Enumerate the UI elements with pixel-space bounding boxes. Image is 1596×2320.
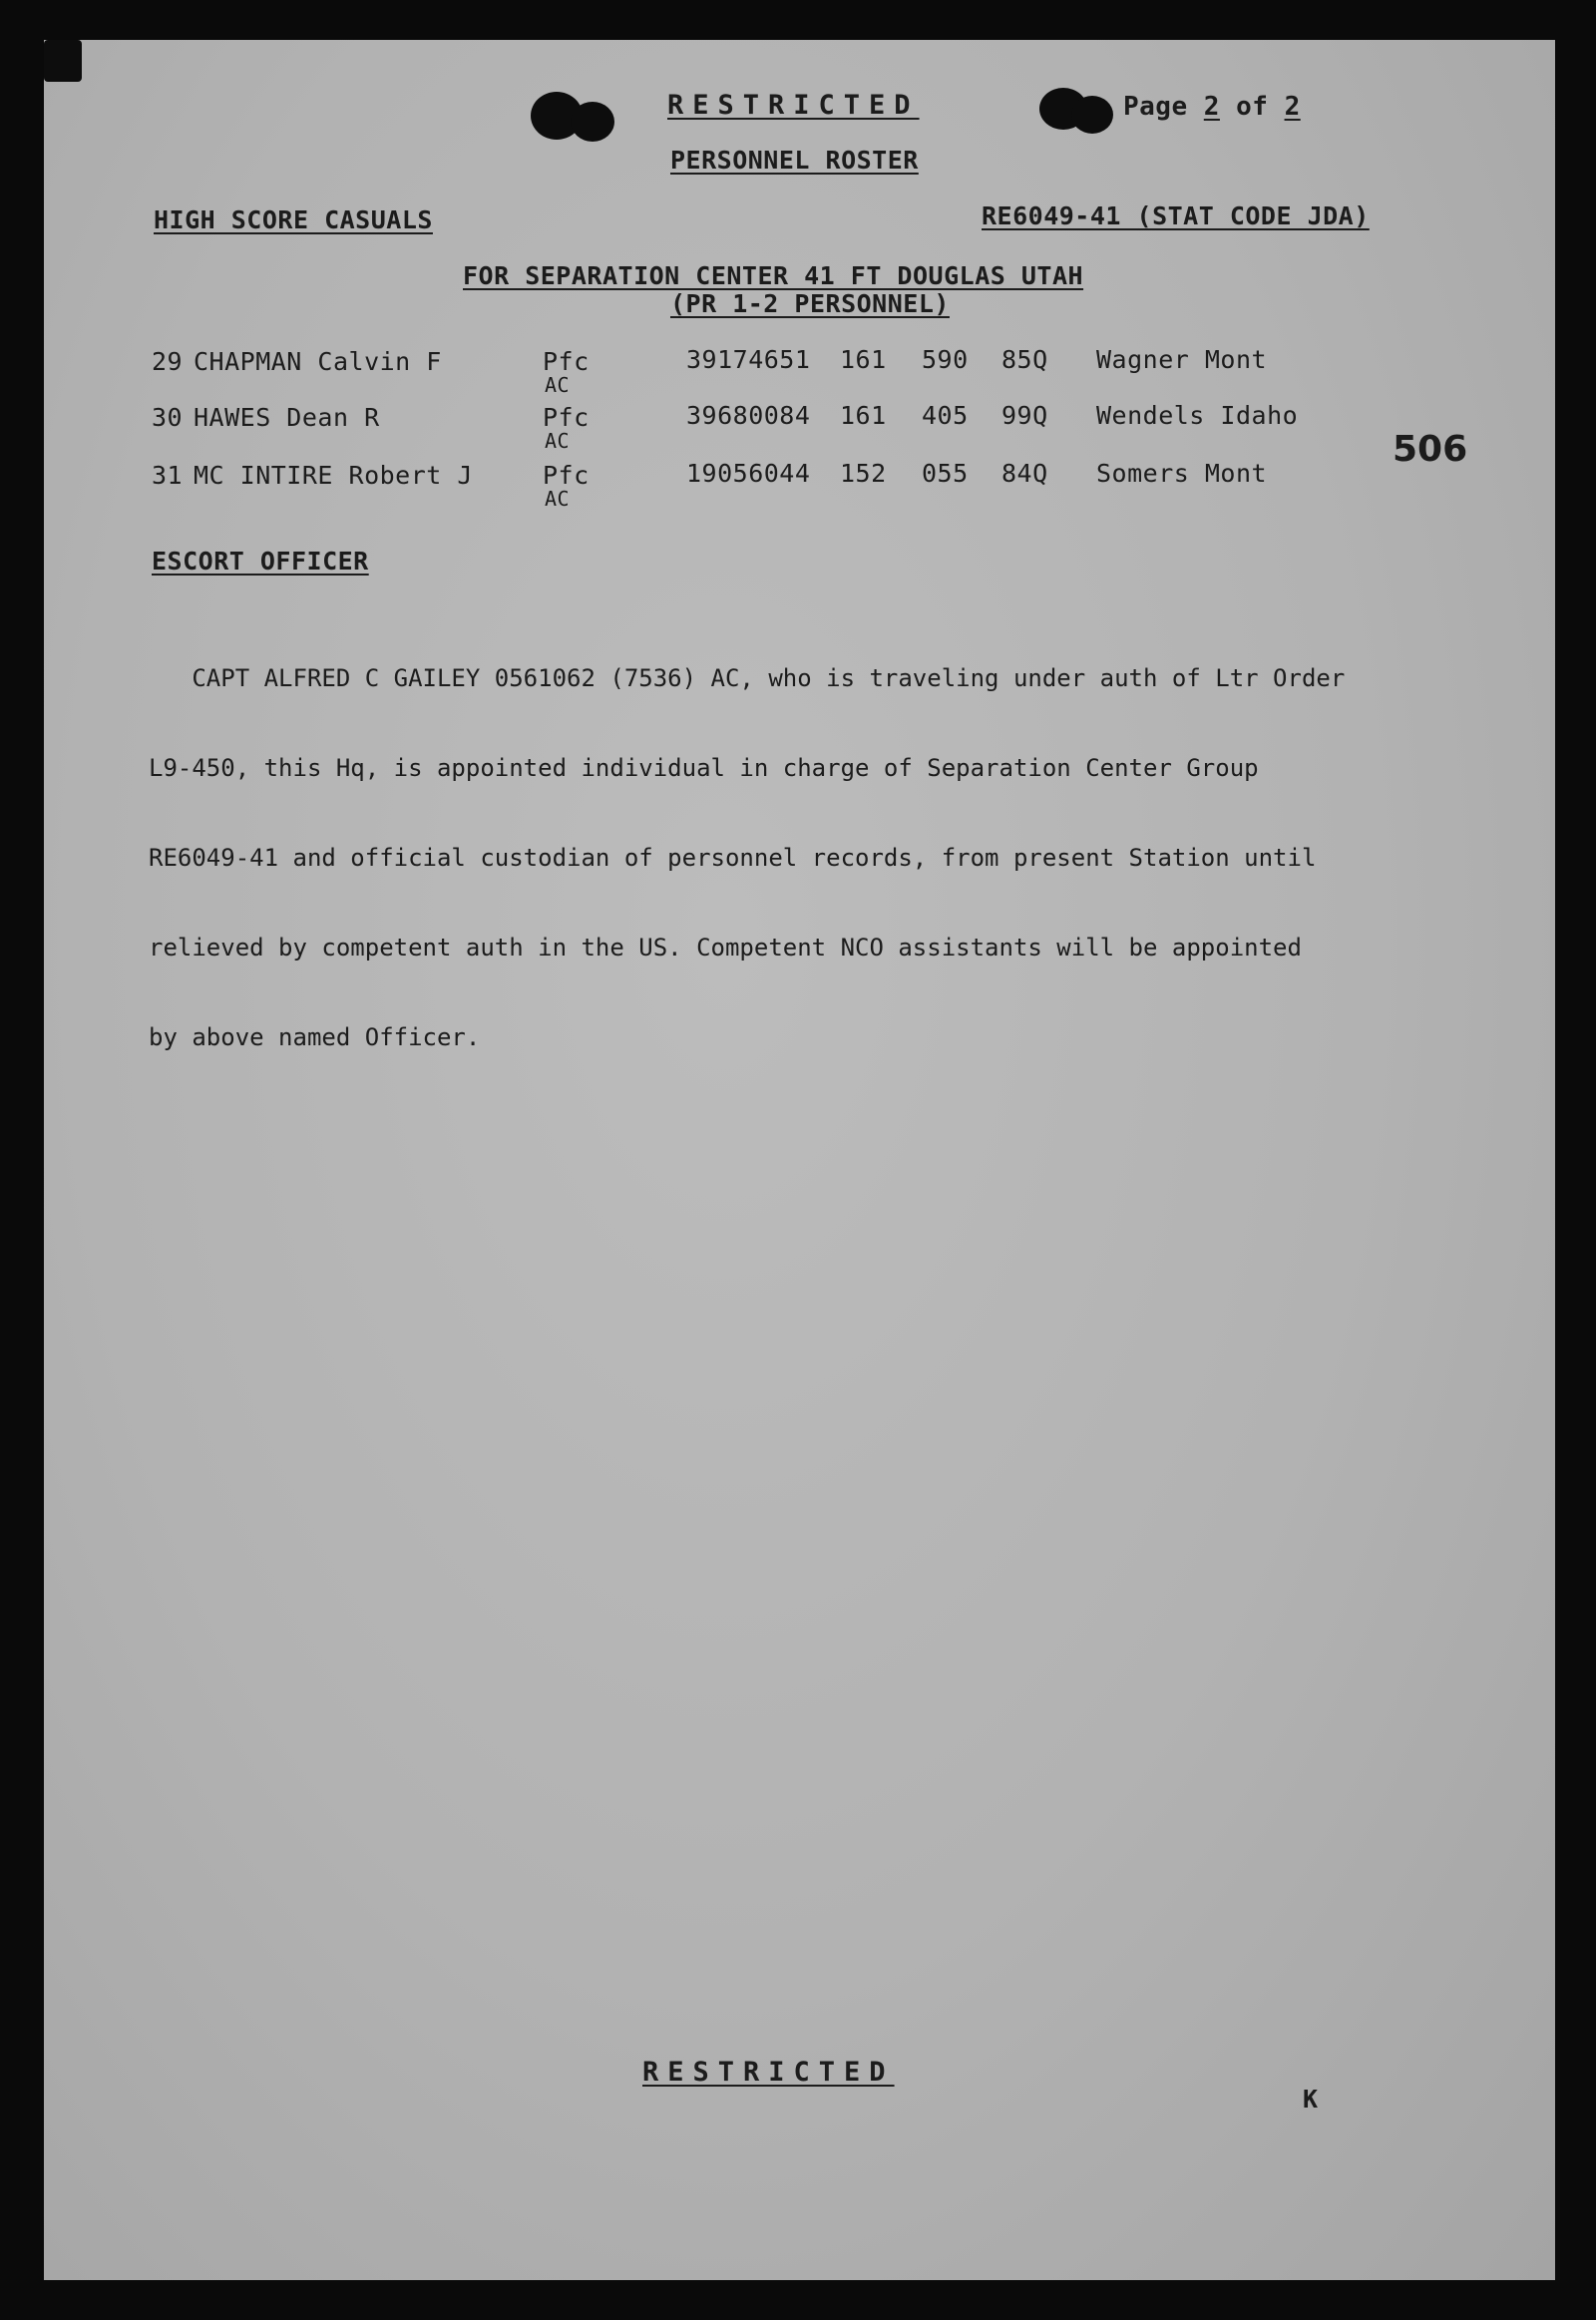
page-of: of (1236, 92, 1269, 122)
separation-center-line: FOR SEPARATION CENTER 41 FT DOUGLAS UTAH (463, 261, 1084, 290)
escort-paragraph (149, 603, 1525, 1112)
paragraph-line: relieved by competent auth in the US. Competent NCO assistants will be appointed (149, 934, 1302, 962)
corner-mark (44, 40, 82, 82)
restricted-footer: RESTRICTED (642, 2057, 895, 2088)
code-col-1: 161 (840, 401, 887, 430)
serial-number: 19056044 (686, 459, 811, 488)
roster-subtitle: PERSONNEL ROSTER (670, 146, 919, 175)
group-label: HIGH SCORE CASUALS (154, 205, 433, 234)
soldier-name: CHAPMAN Calvin F (194, 347, 442, 376)
group-code: RE6049-41 (STAT CODE JDA) (982, 201, 1370, 230)
row-number: 30 (152, 403, 184, 432)
soldier-name: MC INTIRE Robert J (194, 461, 473, 490)
page-indicator (1123, 92, 1301, 122)
code-col-3: 85Q (1001, 345, 1048, 374)
branch: AC (545, 429, 571, 453)
code-col-1: 161 (840, 345, 887, 374)
grade: Pfc (543, 403, 590, 432)
paragraph-line: CAPT ALFRED C GAILEY 0561062 (7536) AC, who is traveling under auth of Ltr Order (149, 664, 1346, 692)
grade: Pfc (543, 461, 590, 490)
page-total: 2 (1284, 92, 1301, 122)
ink-blot (1071, 96, 1113, 134)
restricted-header: RESTRICTED (667, 90, 920, 121)
paragraph-line: RE6049-41 and official custodian of personnel records, from present Station until (149, 844, 1317, 872)
branch: AC (545, 487, 571, 511)
code-col-2: 590 (922, 345, 969, 374)
grade: Pfc (543, 347, 590, 376)
paragraph-line: L9-450, this Hq, is appointed individual in charge of Separation Center Group (149, 754, 1259, 782)
code-col-2: 405 (922, 401, 969, 430)
home-town: Wendels Idaho (1096, 401, 1299, 430)
document-page (44, 40, 1555, 2280)
code-col-2: 055 (922, 459, 969, 488)
code-col-3: 99Q (1001, 401, 1048, 430)
branch: AC (545, 373, 571, 397)
soldier-name: HAWES Dean R (194, 403, 380, 432)
typist-initial: K (1303, 2085, 1319, 2114)
personnel-class-line: (PR 1-2 PERSONNEL) (670, 289, 950, 318)
code-col-3: 84Q (1001, 459, 1048, 488)
stamped-number: 506 (1393, 429, 1468, 470)
page-prefix: Page (1123, 92, 1188, 122)
code-col-1: 152 (840, 459, 887, 488)
row-number: 31 (152, 461, 184, 490)
ink-blot (571, 102, 614, 142)
home-town: Somers Mont (1096, 459, 1268, 488)
row-number: 29 (152, 347, 184, 376)
page-number: 2 (1203, 92, 1220, 122)
escort-heading: ESCORT OFFICER (152, 547, 369, 576)
serial-number: 39680084 (686, 401, 811, 430)
serial-number: 39174651 (686, 345, 811, 374)
home-town: Wagner Mont (1096, 345, 1268, 374)
paragraph-line: by above named Officer. (149, 1023, 481, 1051)
